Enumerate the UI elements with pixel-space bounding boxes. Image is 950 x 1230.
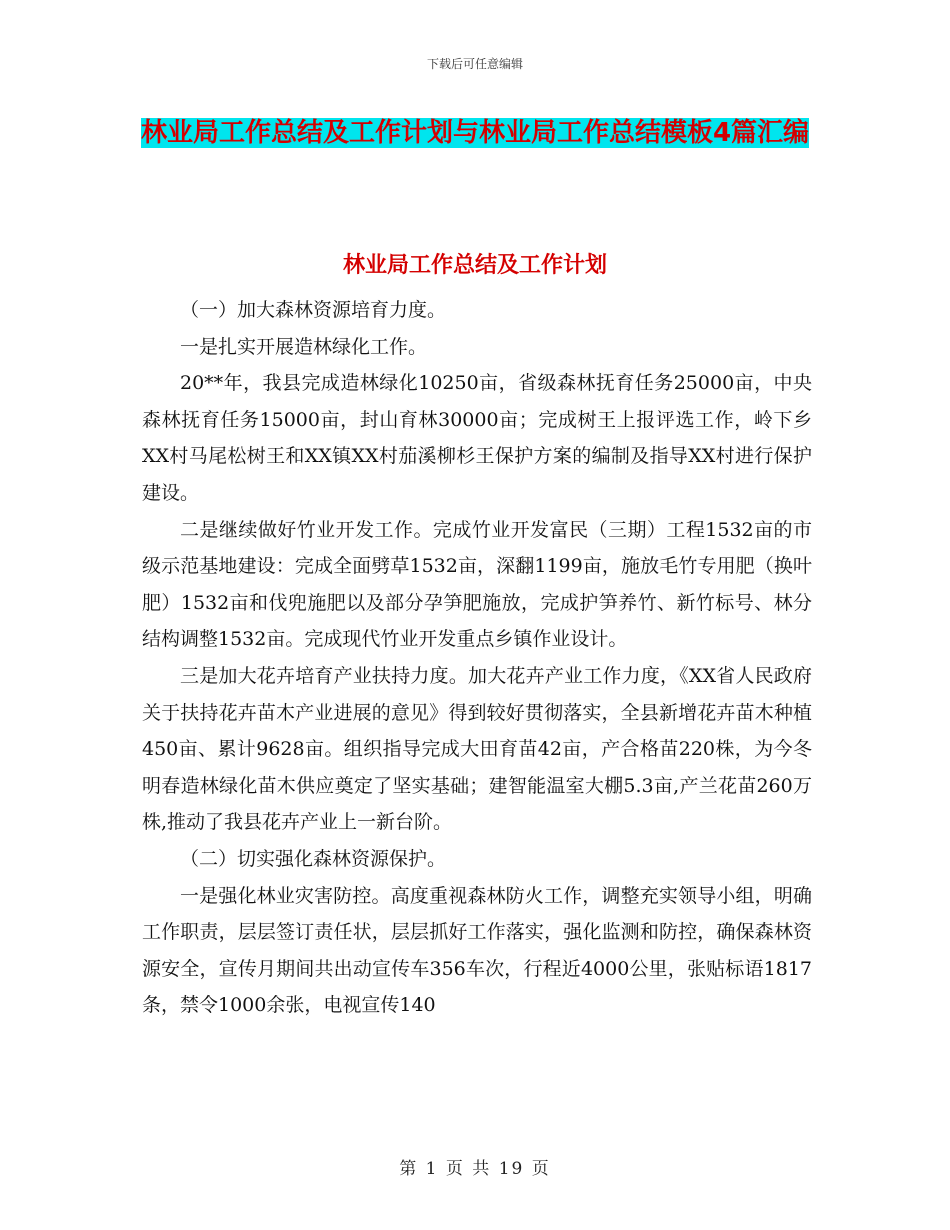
document-title xyxy=(140,108,810,158)
paragraph: 一是强化林业灾害防控。高度重视森林防火工作，调整充实领导小组，明确工作职责，层层签订责任状，层层抓好工作落实，强化监测和防控，确保森林资源安全，宣传月期间共出动宣传车356车次，行程近4000公里，张贴标语1817条，禁令1000余张，电视宣传140 xyxy=(142,884,812,1017)
section-title: 林业局工作总结及工作计划 xyxy=(342,253,607,278)
paragraph: 20**年，我县完成造林绿化10250亩，省级森林抚育任务25000亩，中央森林抚育任务15000亩，封山育林30000亩；完成树王上报评选工作，岭下乡XX村马尾松树王和XX镇XX村茄溪柳杉王保护方案的编制及指导XX村进行保护建设。 xyxy=(142,372,812,504)
paragraph: 三是加大花卉培育产业扶持力度。加大花卉产业工作力度，《XX省人民政府关于扶持花卉苗木产业进展的意见》得到较好贯彻落实，全县新增花卉苗木种植450亩、累计9628亩。组织指导完成大田育苗42亩，产合格苗220株，为今冬明春造林绿化苗木供应奠定了坚实基础；建智能温室大棚5.3亩,产兰花苗260万株,推动了我县花卉产业上一新台阶。 xyxy=(142,664,812,834)
paragraph: （二）切实强化森林资源保护。 xyxy=(180,847,447,870)
paragraph: 二是继续做好竹业开发工作。完成竹业开发富民（三期）工程1532亩的市级示范基地建设：完成全面劈草1532亩，深翻1199亩，施放毛竹专用肥（换叶肥）1532亩和伐兜施肥以及部分孕笋肥施放，完成护笋养竹、新竹标号、林分结构调整1532亩。完成现代竹业开发重点乡镇作业设计。 xyxy=(142,518,812,651)
page-footer: 第 1 页 共 19 页 xyxy=(399,1159,551,1179)
paragraph: （一）加大森林资源培育力度。 xyxy=(180,299,447,321)
paragraph: 一是扎实开展造林绿化工作。 xyxy=(180,335,428,358)
page-header-note: 下载后可任意编辑 xyxy=(426,57,523,71)
document-title-text: 林业局工作总结及工作计划与林业局工作总结模板4篇汇编 xyxy=(140,118,810,148)
document-body xyxy=(142,292,812,1024)
